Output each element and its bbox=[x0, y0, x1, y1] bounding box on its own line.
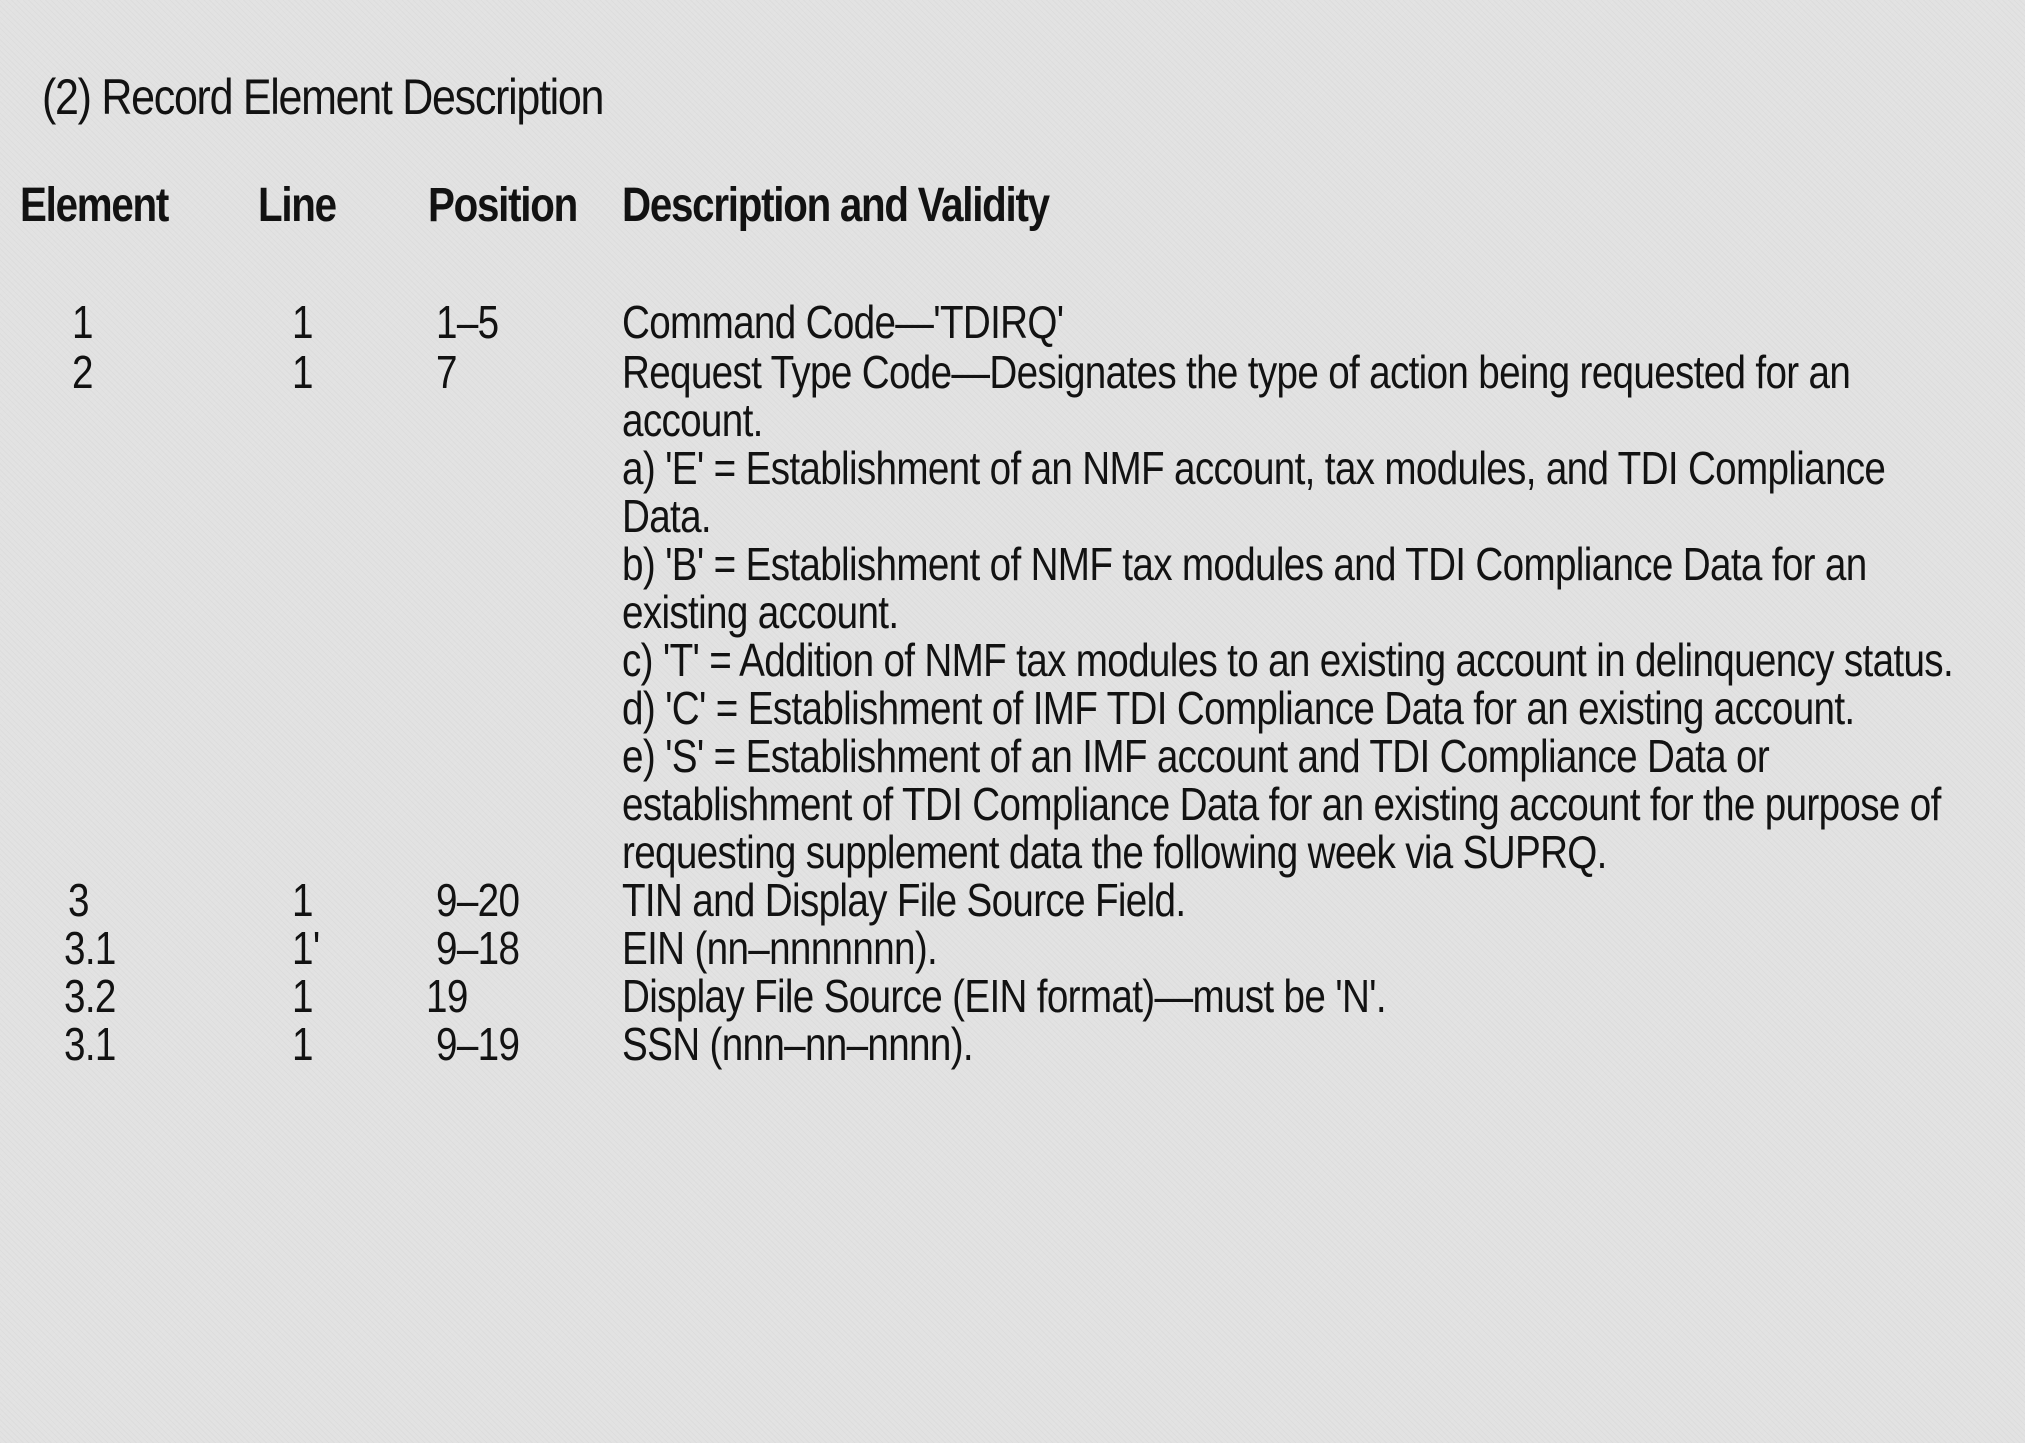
table-row bbox=[0, 876, 2025, 924]
description-line: Request Type Code—Designates the type of action being requested for an bbox=[622, 346, 1851, 398]
table-row bbox=[0, 1020, 2025, 1068]
description-line: d) 'C' = Establishment of IMF TDI Compliance Data for an existing account. bbox=[622, 682, 1855, 734]
element-cell: 3.1 bbox=[64, 922, 116, 974]
description-line: Command Code—'TDIRQ' bbox=[622, 296, 1064, 348]
position-cell: 9–20 bbox=[436, 874, 520, 926]
description-cell bbox=[622, 1020, 2022, 1068]
line-cell: 1 bbox=[292, 296, 313, 348]
element-cell: 2 bbox=[72, 346, 93, 398]
record-element-table bbox=[0, 298, 2025, 1068]
description-cell bbox=[622, 924, 2022, 972]
element-cell: 3 bbox=[68, 874, 89, 926]
table-row bbox=[0, 298, 2025, 346]
description-cell bbox=[622, 298, 2022, 346]
column-header-position: Position bbox=[428, 179, 577, 232]
description-line: c) 'T' = Addition of NMF tax modules to an existing account in delinquency status. bbox=[622, 634, 1954, 686]
position-cell: 19 bbox=[426, 970, 468, 1022]
description-line: SSN (nnn–nn–nnnn). bbox=[622, 1018, 973, 1070]
table-row bbox=[0, 924, 2025, 972]
description-line: TIN and Display File Source Field. bbox=[622, 874, 1186, 926]
description-line: requesting supplement data the following week via SUPRQ. bbox=[622, 826, 1607, 878]
column-header-element: Element bbox=[20, 179, 169, 232]
description-line: e) 'S' = Establishment of an IMF account and TDI Compliance Data or bbox=[622, 730, 1770, 782]
column-header-description: Description and Validity bbox=[622, 179, 1049, 232]
description-cell bbox=[622, 876, 2022, 924]
description-line: existing account. bbox=[622, 586, 899, 638]
position-cell: 7 bbox=[436, 346, 457, 398]
table-row bbox=[0, 972, 2025, 1020]
position-cell: 9–18 bbox=[436, 922, 520, 974]
line-cell: 1 bbox=[292, 874, 313, 926]
line-cell: 1 bbox=[292, 1018, 313, 1070]
description-cell bbox=[622, 348, 2022, 876]
description-line: b) 'B' = Establishment of NMF tax modules and TDI Compliance Data for an bbox=[622, 538, 1867, 590]
line-cell: 1 bbox=[292, 970, 313, 1022]
element-cell: 3.1 bbox=[64, 1018, 116, 1070]
element-cell: 3.2 bbox=[64, 970, 116, 1022]
position-cell: 1–5 bbox=[436, 296, 499, 348]
line-cell: 1' bbox=[292, 922, 320, 974]
description-line: EIN (nn–nnnnnnn). bbox=[622, 922, 938, 974]
description-line: account. bbox=[622, 394, 763, 446]
line-cell: 1 bbox=[292, 346, 313, 398]
description-line: Data. bbox=[622, 490, 712, 542]
description-line: Display File Source (EIN format)—must be 'N'. bbox=[622, 970, 1386, 1022]
description-line: establishment of TDI Compliance Data for an existing account for the purpose of bbox=[622, 778, 1941, 830]
description-line: a) 'E' = Establishment of an NMF account, tax modules, and TDI Compliance bbox=[622, 442, 1886, 494]
position-cell: 9–19 bbox=[436, 1018, 520, 1070]
description-cell bbox=[622, 972, 2022, 1020]
section-title: (2) Record Element Description bbox=[42, 69, 604, 125]
column-header-line: Line bbox=[258, 179, 336, 232]
element-cell: 1 bbox=[72, 296, 93, 348]
table-row bbox=[0, 348, 2025, 876]
